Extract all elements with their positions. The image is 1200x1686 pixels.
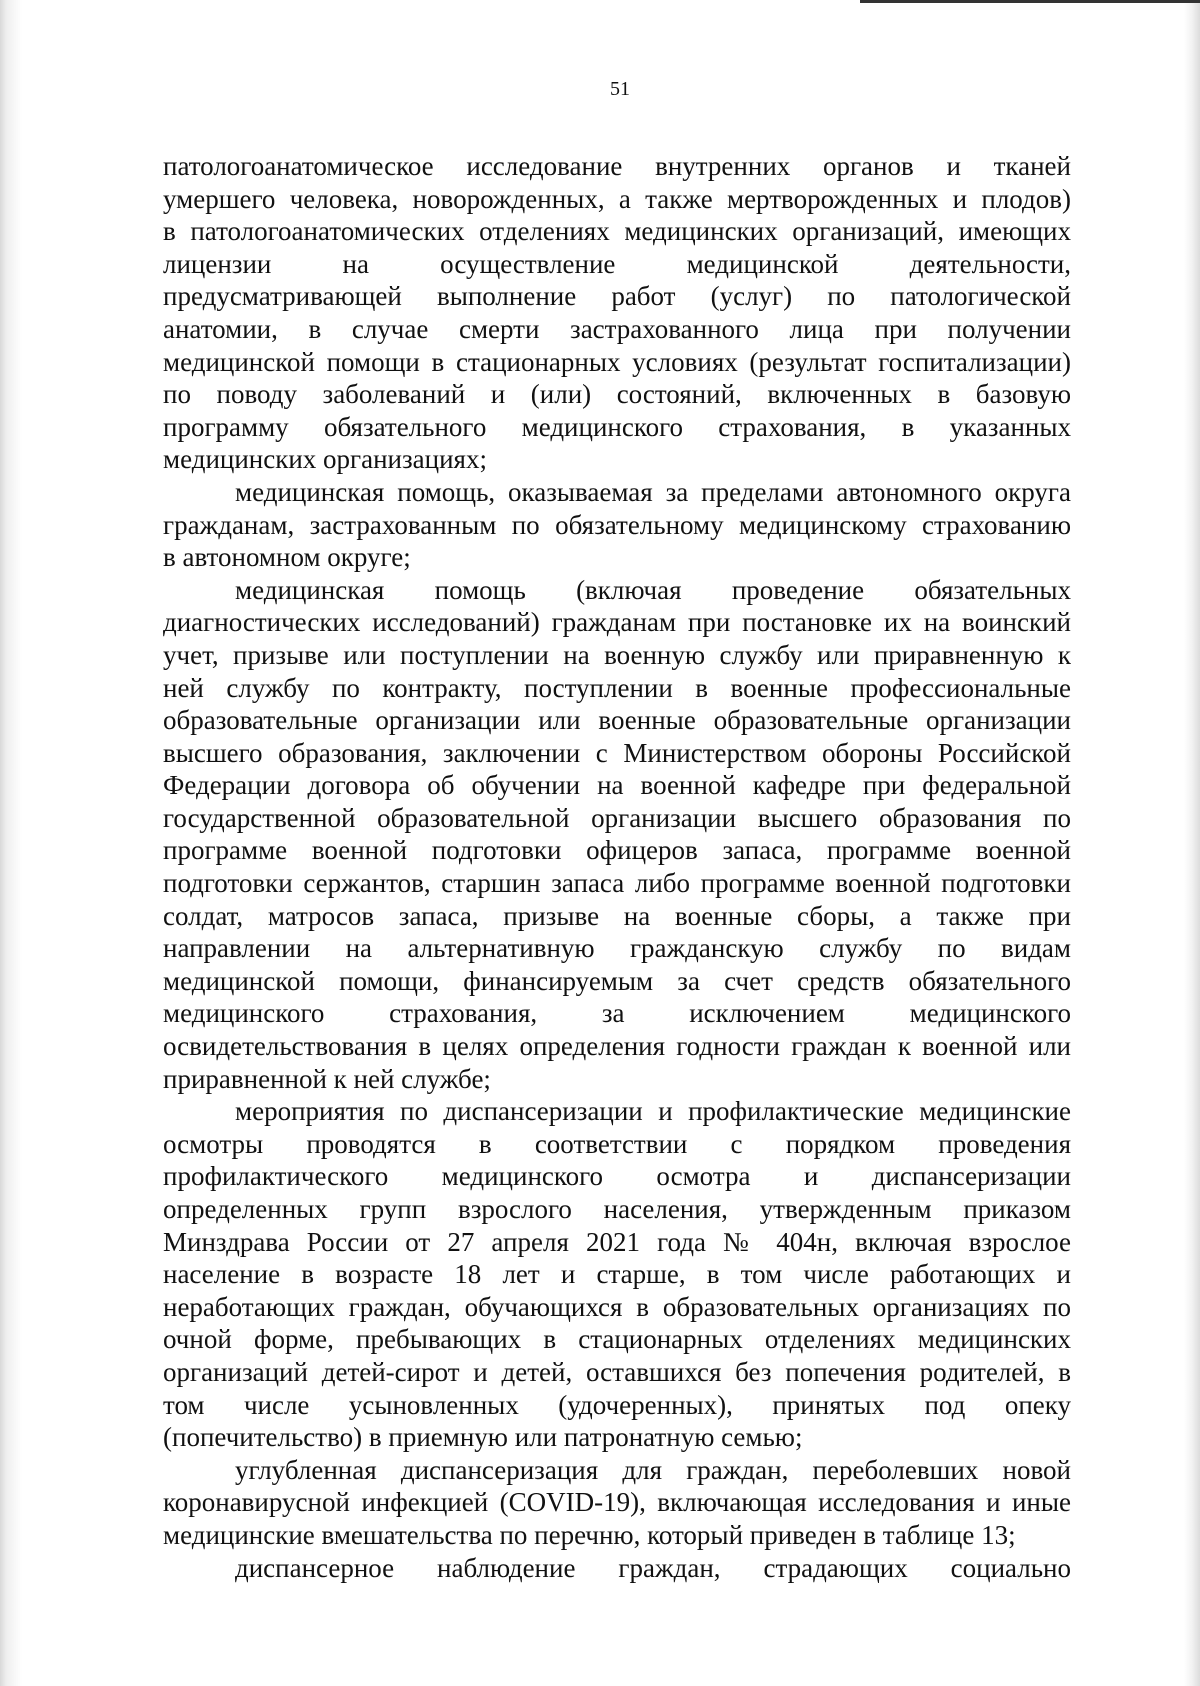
text-line: население в возрасте 18 лет и старше, в том числе работающих и xyxy=(163,1259,1071,1290)
scan-left-edge xyxy=(0,0,22,1686)
text-line: медицинских организациях; xyxy=(163,444,487,475)
text-line: ней службу по контракту, поступлении в военные профессиональные xyxy=(163,672,1071,703)
text-line: анатомии, в случае смерти застрахованного лица при получении xyxy=(163,313,1071,344)
text-line: коронавирусной инфекцией (COVID-19), включающая исследования и иные xyxy=(163,1487,1071,1518)
text-line: неработающих граждан, обучающихся в образовательных организациях по xyxy=(163,1291,1071,1322)
text-line: Минздрава России от 27 апреля 2021 года № 404н, включая взрослое xyxy=(163,1226,1071,1257)
text-line: направлении на альтернативную гражданскую службу по видам xyxy=(163,933,1071,964)
text-line: гражданам, застрахованным по обязательному медицинскому страхованию xyxy=(163,509,1071,540)
text-line: углубленная диспансеризация для граждан, переболевших новой xyxy=(235,1454,1071,1485)
text-line: медицинская помощь, оказываемая за пределами автономного округа xyxy=(235,476,1071,507)
document-body xyxy=(163,150,1071,1584)
text-line: предусматривающей выполнение работ (услуг) по патологической xyxy=(163,281,1071,312)
text-line: по поводу заболеваний и (или) состояний, включенных в базовую xyxy=(163,379,1071,410)
text-line: диагностических исследований) гражданам при постановке их на воинский xyxy=(163,607,1071,638)
text-line: мероприятия по диспансеризации и профилактические медицинские xyxy=(235,1096,1071,1127)
page-number: 51 xyxy=(610,78,630,100)
scan-right-edge xyxy=(1184,0,1200,1686)
text-line: медицинского страхования, за исключением медицинского xyxy=(163,998,1071,1029)
scan-top-line xyxy=(860,0,1200,3)
text-line: медицинская помощь (включая проведение обязательных xyxy=(235,574,1071,605)
text-line: государственной образовательной организации высшего образования по xyxy=(163,802,1071,833)
text-line: в патологоанатомических отделениях медицинских организаций, имеющих xyxy=(163,216,1071,247)
text-line: диспансерное наблюдение граждан, страдающих социально xyxy=(235,1552,1071,1583)
text-line: очной форме, пребывающих в стационарных отделениях медицинских xyxy=(163,1324,1071,1355)
text-line: подготовки сержантов, старшин запаса либо программе военной подготовки xyxy=(163,868,1071,899)
text-line: лицензии на осуществление медицинской деятельности, xyxy=(163,248,1071,279)
text-line: освидетельствования в целях определения годности граждан к военной или xyxy=(163,1031,1071,1062)
text-line: высшего образования, заключении с Министерством обороны Российской xyxy=(163,737,1071,768)
text-line: солдат, матросов запаса, призыве на военные сборы, а также при xyxy=(163,900,1071,931)
text-line: (попечительство) в приемную или патронатную семью; xyxy=(163,1422,803,1453)
text-line: медицинские вмешательства по перечню, который приведен в таблице 13; xyxy=(163,1519,1016,1550)
text-line: в автономном округе; xyxy=(163,542,411,573)
text-line: приравненной к ней службе; xyxy=(163,1063,491,1094)
text-line: учет, призыве или поступлении на военную службу или приравненную к xyxy=(163,639,1071,670)
text-line: Федерации договора об обучении на военной кафедре при федеральной xyxy=(163,770,1071,801)
text-line: профилактического медицинского осмотра и диспансеризации xyxy=(163,1161,1071,1192)
text-line: образовательные организации или военные образовательные организации xyxy=(163,705,1071,736)
text-line: патологоанатомическое исследование внутренних органов и тканей xyxy=(163,151,1071,181)
text-line: программе военной подготовки офицеров запаса, программе военной xyxy=(163,835,1071,866)
text-line: организаций детей-сирот и детей, оставшихся без попечения родителей, в xyxy=(163,1356,1071,1387)
text-line: определенных групп взрослого населения, утвержденным приказом xyxy=(163,1194,1071,1224)
text-line: программу обязательного медицинского страхования, в указанных xyxy=(163,411,1071,442)
text-line: медицинской помощи, финансируемым за счет средств обязательного xyxy=(163,965,1071,996)
text-line: осмотры проводятся в соответствии с порядком проведения xyxy=(163,1128,1071,1159)
text-line: том числе усыновленных (удочеренных), принятых под опеку xyxy=(163,1389,1071,1420)
text-line: медицинской помощи в стационарных условиях (результат госпитализации) xyxy=(163,346,1071,377)
text-line: умершего человека, новорожденных, а также мертворожденных и плодов) xyxy=(163,183,1071,214)
